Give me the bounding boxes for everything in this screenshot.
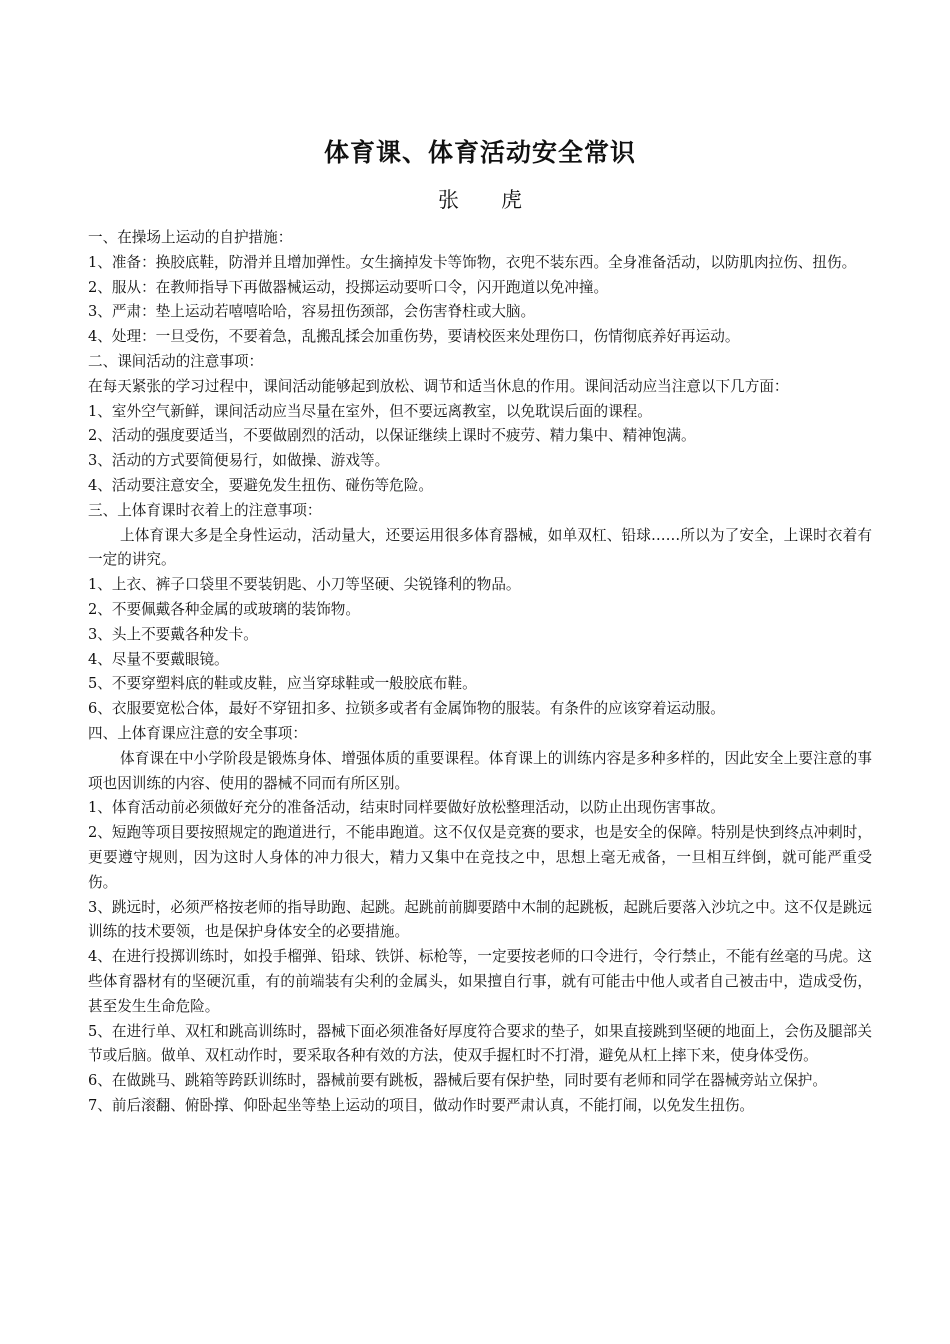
paragraph: 3、活动的方式要简便易行，如做操、游戏等。 — [88, 452, 390, 470]
paragraph: 在每天紧张的学习过程中，课间活动能够起到放松、调节和适当休息的作用。课间活动应当注意以下几方面： — [88, 377, 789, 395]
paragraph: 2、活动的强度要适当，不要做剧烈的活动，以保证继续上课时不疲劳、精力集中、精神饱满。 — [88, 427, 696, 445]
paragraph: 5、在进行单、双杠和跳高训练时，器械下面必须准备好厚度符合要求的垫子，如果直接跳到坚硬的地面上，会伤及腿部关节或后脑。做单、双杠动作时，要采取各种有效的方法，使双手握杠时不打滑，避免从杠上摔下来，使身体受伤。 — [88, 1022, 872, 1065]
paragraph: 3、跳远时，必须严格按老师的指导助跑、起跳。起跳前前脚要踏中木制的起跳板，起跳后要落入沙坑之中。这不仅是跳远训练的技术要领，也是保护身体安全的必要措施。 — [88, 898, 872, 941]
paragraph: 6、衣服要宽松合体，最好不穿钮扣多、拉锁多或者有金属饰物的服装。有条件的应该穿着运动服。 — [88, 700, 725, 718]
paragraph: 3、严肃：垫上运动若嘻嘻哈哈，容易扭伤颈部，会伤害脊柱或大脑。 — [88, 303, 536, 321]
paragraph: 上体育课大多是全身性运动，活动量大，还要运用很多体育器械，如单双杠、铅球……所以为了安全，上课时衣着有一定的讲究。 — [88, 526, 872, 569]
paragraph: 四、上体育课应注意的安全事项： — [88, 724, 307, 742]
document-author: 张 虎 — [438, 188, 522, 212]
paragraph: 6、在做跳马、跳箱等跨跃训练时，器械前要有跳板，器械后要有保护垫，同时要有老师和同学在器械旁站立保护。 — [88, 1072, 827, 1090]
paragraph: 1、体育活动前必须做好充分的准备活动，结束时同样要做好放松整理活动，以防止出现伤害事故。 — [88, 799, 725, 817]
document-title: 体育课、体育活动安全常识 — [323, 138, 636, 167]
paragraph: 7、前后滚翻、俯卧撑、仰卧起坐等垫上运动的项目，做动作时要严肃认真，不能打闹，以免发生扭伤。 — [88, 1096, 755, 1114]
paragraph: 1、上衣、裤子口袋里不要装钥匙、小刀等坚硬、尖锐锋利的物品。 — [88, 576, 521, 594]
paragraph: 4、尽量不要戴眼镜。 — [88, 650, 229, 668]
paragraph: 5、不要穿塑料底的鞋或皮鞋，应当穿球鞋或一般胶底布鞋。 — [88, 675, 477, 693]
document-body — [88, 226, 872, 1119]
paragraph: 体育课在中小学阶段是锻炼身体、增强体质的重要课程。体育课上的训练内容是多种多样的，因此安全上要注意的事项也因训练的内容、使用的器械不同而有所区别。 — [88, 749, 872, 792]
paragraph: 2、不要佩戴各种金属的或玻璃的装饰物。 — [88, 600, 360, 618]
paragraph: 三、上体育课时衣着上的注意事项： — [88, 501, 322, 519]
paragraph: 4、在进行投掷训练时，如投手榴弹、铅球、铁饼、标枪等，一定要按老师的口令进行，令行禁止，不能有丝毫的马虎。这些体育器材有的坚硬沉重，有的前端装有尖利的金属头，如果擅自行事，就有可能击中他人或者自己被击中，造成受伤，甚至发生生命危险。 — [88, 948, 872, 1015]
paragraph: 3、头上不要戴各种发卡。 — [88, 625, 258, 643]
paragraph: 1、室外空气新鲜，课间活动应当尽量在室外，但不要远离教室，以免耽误后面的课程。 — [88, 402, 652, 420]
paragraph: 4、活动要注意安全，要避免发生扭伤、碰伤等危险。 — [88, 476, 433, 494]
paragraph: 一、在操场上运动的自护措施： — [88, 229, 293, 246]
paragraph: 2、短跑等项目要按照规定的跑道进行，不能串跑道。这不仅仅是竞赛的要求，也是安全的保障。特别是快到终点冲刺时，更要遵守规则，因为这时人身体的冲力很大，精力又集中在竞技之中，思想上毫无戒备，一旦相互绊倒，就可能严重受伤。 — [88, 824, 872, 891]
paragraph: 1、准备：换胶底鞋，防滑并且增加弹性。女生摘掉发卡等饰物，衣兜不装东西。全身准备活动，以防肌肉拉伤、扭伤。 — [88, 253, 857, 271]
paragraph: 二、课间活动的注意事项： — [88, 352, 264, 370]
paragraph: 2、服从：在教师指导下再做器械运动，投掷运动要听口令，闪开跑道以免冲撞。 — [88, 278, 609, 296]
paragraph: 4、处理：一旦受伤，不要着急，乱搬乱揉会加重伤势，要请校医来处理伤口，伤情彻底养好再运动。 — [88, 328, 740, 346]
